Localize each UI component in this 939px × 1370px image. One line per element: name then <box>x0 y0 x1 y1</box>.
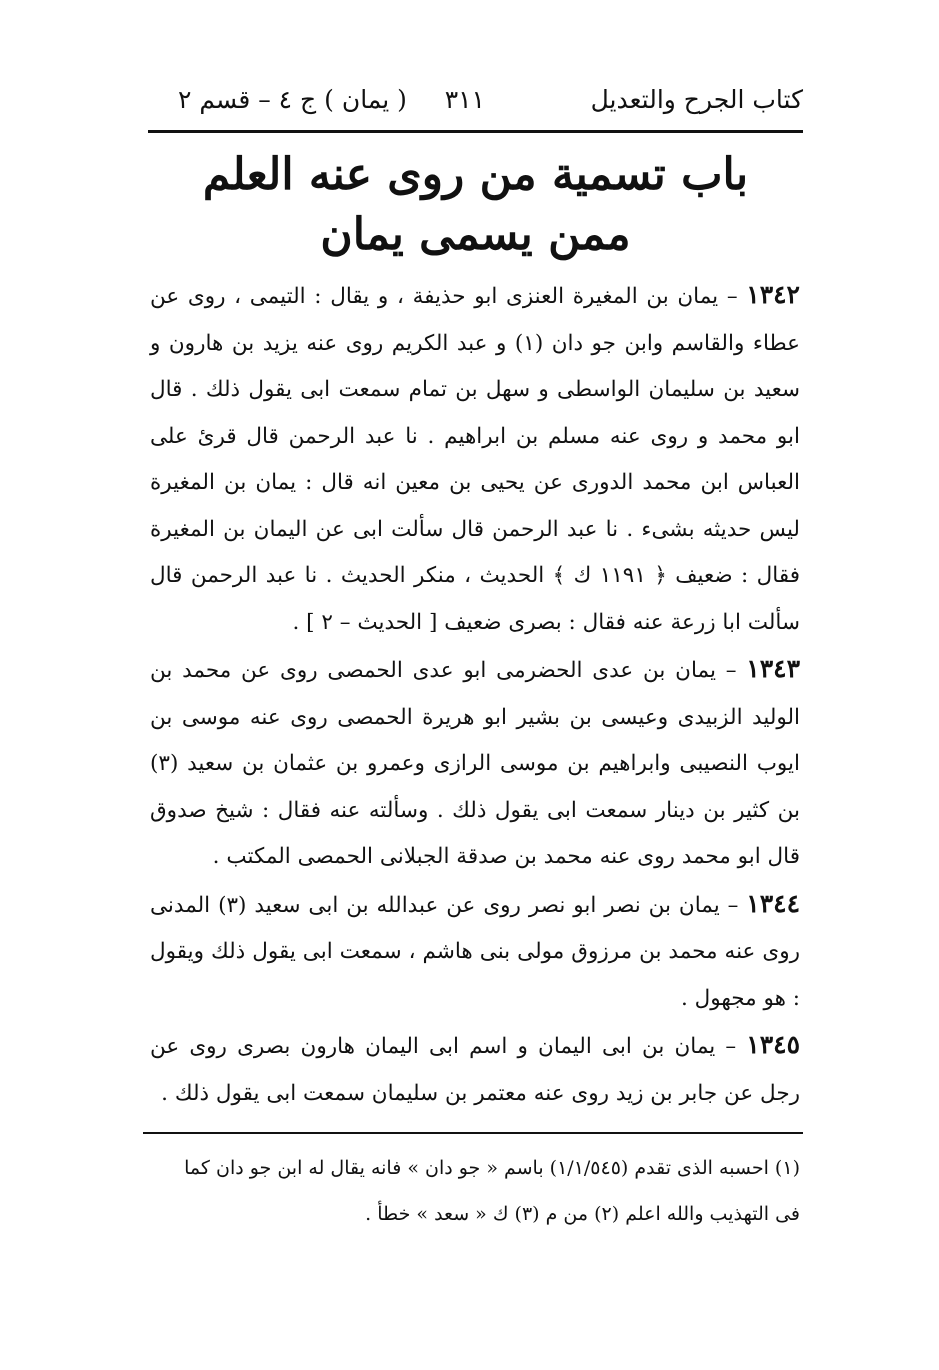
entry-text: – يمان بن ابى اليمان و اسم ابى اليمان هارون بصرى روى عن رجل عن جابر بن زيد روى عنه معتمر بن سليمان سمعت ابى يقول ذلك . <box>150 1034 800 1106</box>
entry-number: ١٣٤٢ <box>746 280 800 309</box>
footnote-line: فى التهذيب والله اعلم (٢) من م (٣) ك « سعد » خطأ . <box>365 1203 800 1225</box>
entry-number: ١٣٤٥ <box>746 1030 800 1059</box>
footnote-rule <box>143 1132 803 1134</box>
entry-number: ١٣٤٣ <box>746 654 800 683</box>
header-rule <box>148 130 803 133</box>
entry-text: – يمان بن عدى الحضرمى ابو عدى الحمصى روى عن محمد بن الوليد الزبيدى وعيسى بن بشير ابو هريرة الحمصى روى عنه موسى بن ايوب النصيبى وابراهيم بن موسى الرازى وعمرو بن عثمان بن سعيد (٣) بن كثير بن دينار سمعت ابى يقول ذلك . وسألته عنه فقال : شيخ صدوق قال ابو محمد روى عنه محمد بن صدقة الجبلانى الحمصى المكتب . <box>150 658 800 869</box>
section-label: ( يمان ) ج ٤ – قسم ٢ <box>178 85 407 114</box>
chapter-title-line2: ممن يسمى يمان <box>320 209 631 260</box>
entry-text: – يمان بن المغيرة العنزى ابو حذيفة ، و يقال : التيمى ، روى عن عطاء والقاسم وابن جو دان (١) و عبد الكريم روى عنه يزيد بن هارون و سعيد بن سليمان الواسطى و سهل بن تمام سمعت ابى يقول ذلك . قال ابو محمد و روى عنه مسلم بن ابراهيم . نا عبد الرحمن قال قرئ على العباس ابن محمد الدورى عن يحيى بن معين انه قال : يمان بن المغيرة ليس حديثه بشىء . نا عبد الرحمن قال سألت ابى عن اليمان بن المغيرة فقال : ضعيف ﴿ ١١٩١ ك ﴾ الحديث ، منكر الحديث . نا عبد الرحمن قال سألت ابا زرعة عنه فقال : بصرى ضعيف [ الحديث – ٢ ] . <box>150 284 800 635</box>
entry-1344 <box>150 881 800 1023</box>
entry-1345 <box>150 1022 800 1117</box>
entry-number: ١٣٤٤ <box>746 888 801 918</box>
running-header <box>148 78 803 122</box>
page-number: ٣١١ <box>444 85 485 114</box>
footnote-line: (١) احسبه الذى تقدم (١/١/٥٤٥) باسم « جو دان » فانه يقال له ابن جو دان كما <box>184 1157 800 1179</box>
book-title: كتاب الجرح والتعديل <box>590 85 803 114</box>
body-text <box>150 272 800 1117</box>
footnotes <box>150 1145 800 1237</box>
entry-text: – يمان بن نصر ابو نصر روى عن عبدالله بن ابى سعيد (٣) المدنى روى عنه محمد بن مرزوق مولى بنى هاشم ، سمعت ابى يقول ذلك ويقول : هو مجهول . <box>150 892 800 1011</box>
entry-1342 <box>150 272 800 646</box>
entry-1343 <box>150 646 800 881</box>
chapter-title-line1: باب تسمية من روى عنه العلم <box>202 149 749 200</box>
